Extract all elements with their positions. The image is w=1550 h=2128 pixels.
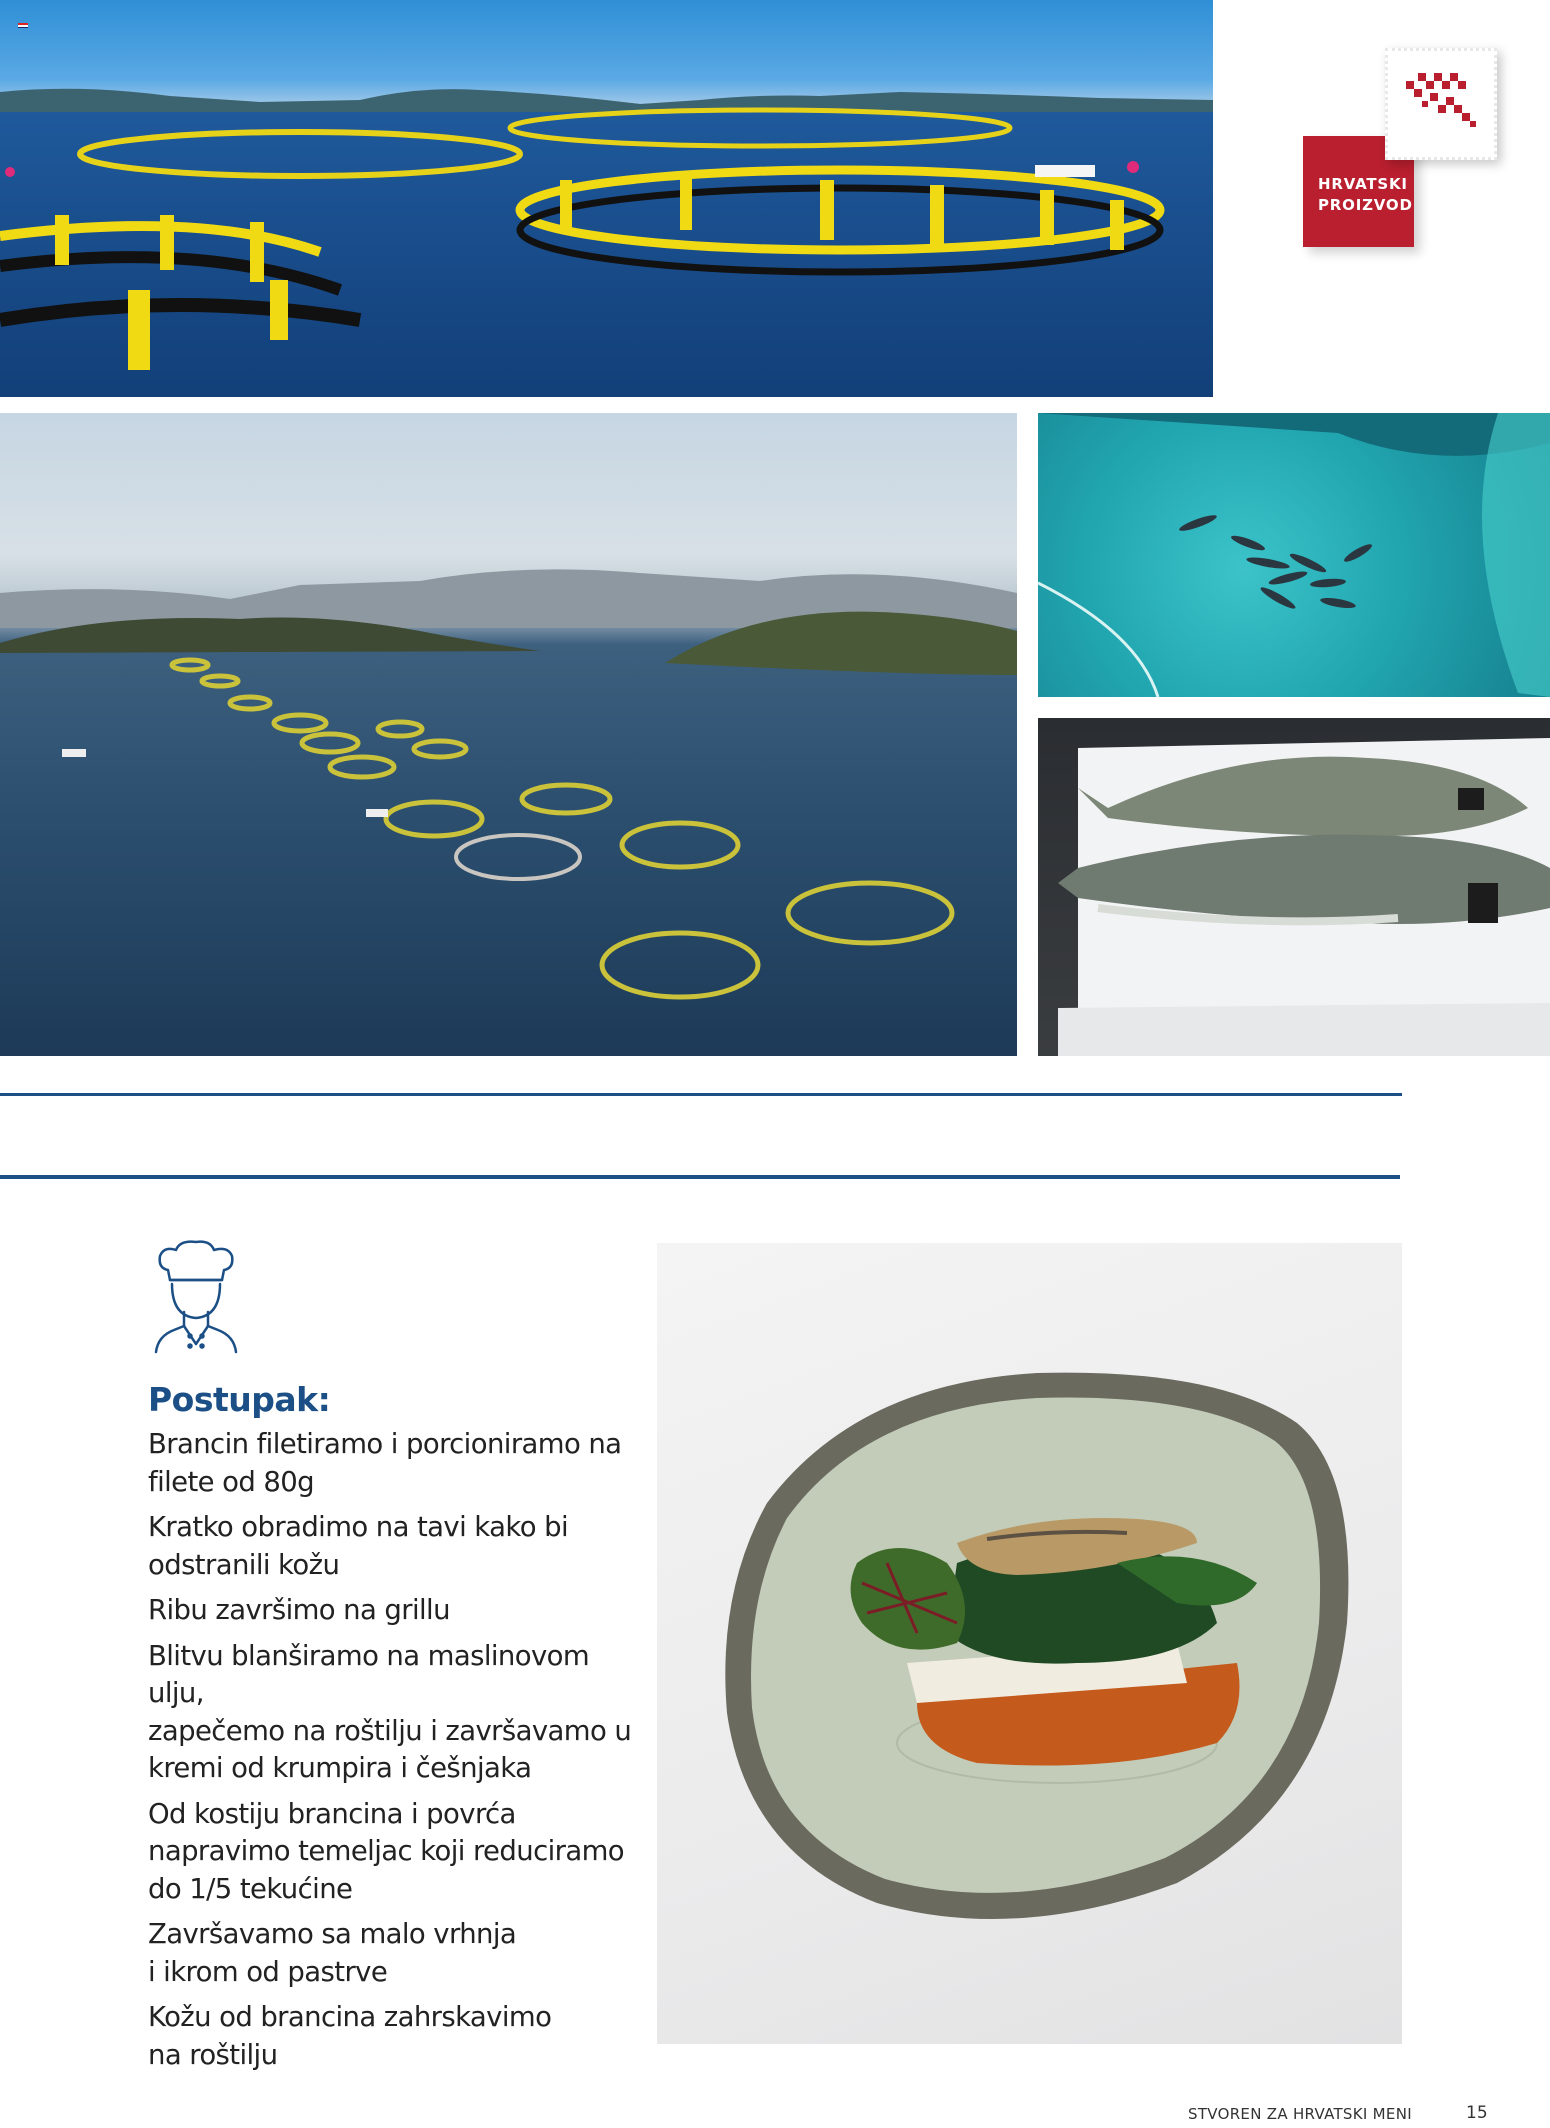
footer-caption: STVOREN ZA HRVATSKI MENI <box>1188 2105 1412 2123</box>
procedure-step: Kožu od brancina zahrskavimo na roštilju <box>148 2001 552 2071</box>
badge-stamp <box>1385 48 1497 160</box>
dish-illustration <box>657 1243 1402 2044</box>
procedure-step: Od kostiju brancina i povrća napravimo temeljac koji reduciramo do 1/5 tekućine <box>148 1797 624 1905</box>
chef-icon <box>154 1240 238 1354</box>
fish-fry-net-photo <box>1038 413 1550 697</box>
fish-farm-photo <box>0 0 1213 397</box>
badge-label-line2: PROIZVOD <box>1318 196 1413 214</box>
checkerboard-logo-icon <box>1388 51 1494 157</box>
procedure-title: Postupak: <box>148 1380 331 1419</box>
croatian-product-badge <box>1303 48 1503 248</box>
plated-dish-photo <box>657 1243 1402 2044</box>
page-number: 15 <box>1466 2103 1488 2123</box>
flag-icon <box>18 23 28 28</box>
procedure-step: Brancin filetiramo i porcioniramo na filete od 80g <box>148 1428 622 1498</box>
aerial-illustration <box>0 413 1017 1056</box>
procedure-step: Blitvu blanširamo na maslinovom ulju, zapečemo na roštilju i završavamo u kremi od krumpira i češnjaka <box>148 1639 632 1784</box>
procedure-step: Kratko obradimo na tavi kako bi odstranili kožu <box>148 1511 568 1581</box>
divider-line-bottom <box>0 1175 1400 1179</box>
net-illustration <box>1038 413 1550 697</box>
fish-farm-illustration <box>0 0 1213 397</box>
sea-bass-photo <box>1038 718 1550 1056</box>
procedure-step: Ribu završimo na grillu <box>148 1594 450 1626</box>
sea-bass-illustration <box>1038 718 1550 1056</box>
divider-line-top <box>0 1093 1402 1096</box>
badge-label <box>1318 174 1413 216</box>
badge-label-line1: HRVATSKI <box>1318 175 1408 193</box>
procedure-step: Završavamo sa malo vrhnja i ikrom od pastrve <box>148 1918 517 1988</box>
aerial-fish-farm-photo <box>0 413 1017 1056</box>
procedure-steps <box>148 1426 648 2082</box>
